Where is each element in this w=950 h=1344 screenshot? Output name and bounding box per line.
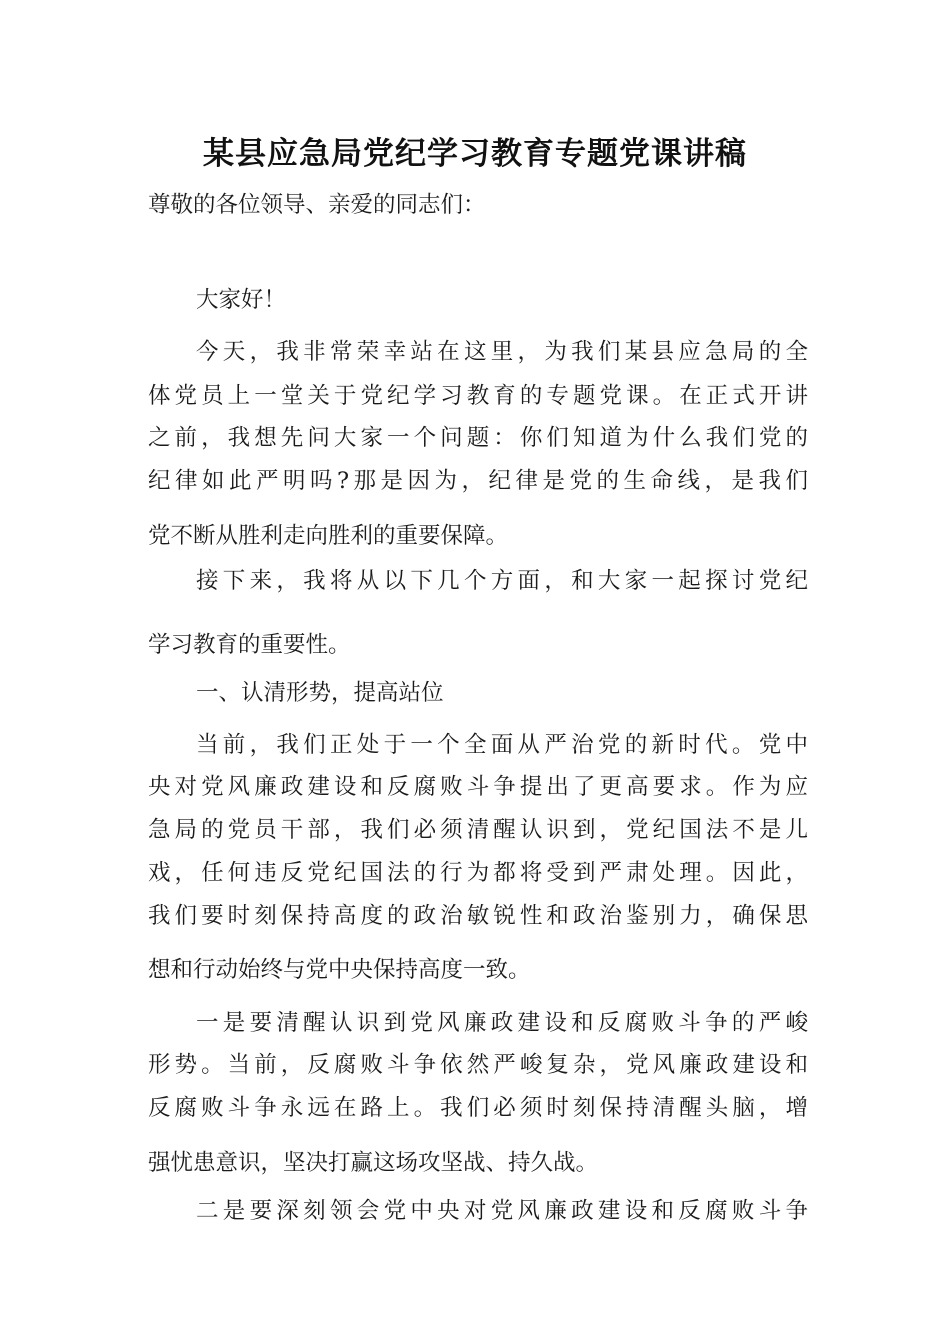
paragraph-line: 当前，我们正处于一个全面从严治党的新时代。党中 [196,732,808,758]
section-heading: 一、认清形势，提高站位 [196,680,444,706]
paragraph-line: 我们要时刻保持高度的政治敏锐性和政治鉴别力，确保思 [148,903,808,929]
paragraph-line: 二是要深刻领会党中央对党风廉政建设和反腐败斗争 [196,1198,808,1224]
salutation-line: 尊敬的各位领导、亲爱的同志们： [148,192,486,218]
paragraph-line: 急局的党员干部，我们必须清醒认识到，党纪国法不是儿 [148,817,808,843]
document-title: 某县应急局党纪学习教育专题党课讲稿 [203,136,747,172]
paragraph-line: 戏，任何违反党纪国法的行为都将受到严肃处理。因此， [148,860,808,886]
paragraph-line: 形势。当前，反腐败斗争依然严峻复杂，党风廉政建设和 [148,1052,808,1078]
paragraph-line: 想和行动始终与党中央保持高度一致。 [148,957,531,983]
paragraph-line: 体党员上一堂关于党纪学习教育的专题党课。在正式开讲 [148,383,808,409]
paragraph-line: 强忧患意识，坚决打赢这场攻坚战、持久战。 [148,1150,599,1176]
paragraph-line: 学习教育的重要性。 [148,632,351,658]
paragraph-line: 反腐败斗争永远在路上。我们必须时刻保持清醒头脑，增 [148,1095,808,1121]
paragraph-line: 一是要清醒认识到党风廉政建设和反腐败斗争的严峻 [196,1010,808,1036]
paragraph-line: 央对党风廉政建设和反腐败斗争提出了更高要求。作为应 [148,774,808,800]
paragraph-line: 接下来，我将从以下几个方面，和大家一起探讨党纪 [196,568,808,594]
paragraph-line: 党不断从胜利走向胜利的重要保障。 [148,523,509,549]
greeting-line: 大家好！ [196,287,287,313]
paragraph-line: 今天，我非常荣幸站在这里，为我们某县应急局的全 [196,339,808,365]
paragraph-line: 纪律如此严明吗?那是因为，纪律是党的生命线，是我们 [148,468,808,494]
paragraph-line: 之前，我想先问大家一个问题：你们知道为什么我们党的 [148,425,808,451]
